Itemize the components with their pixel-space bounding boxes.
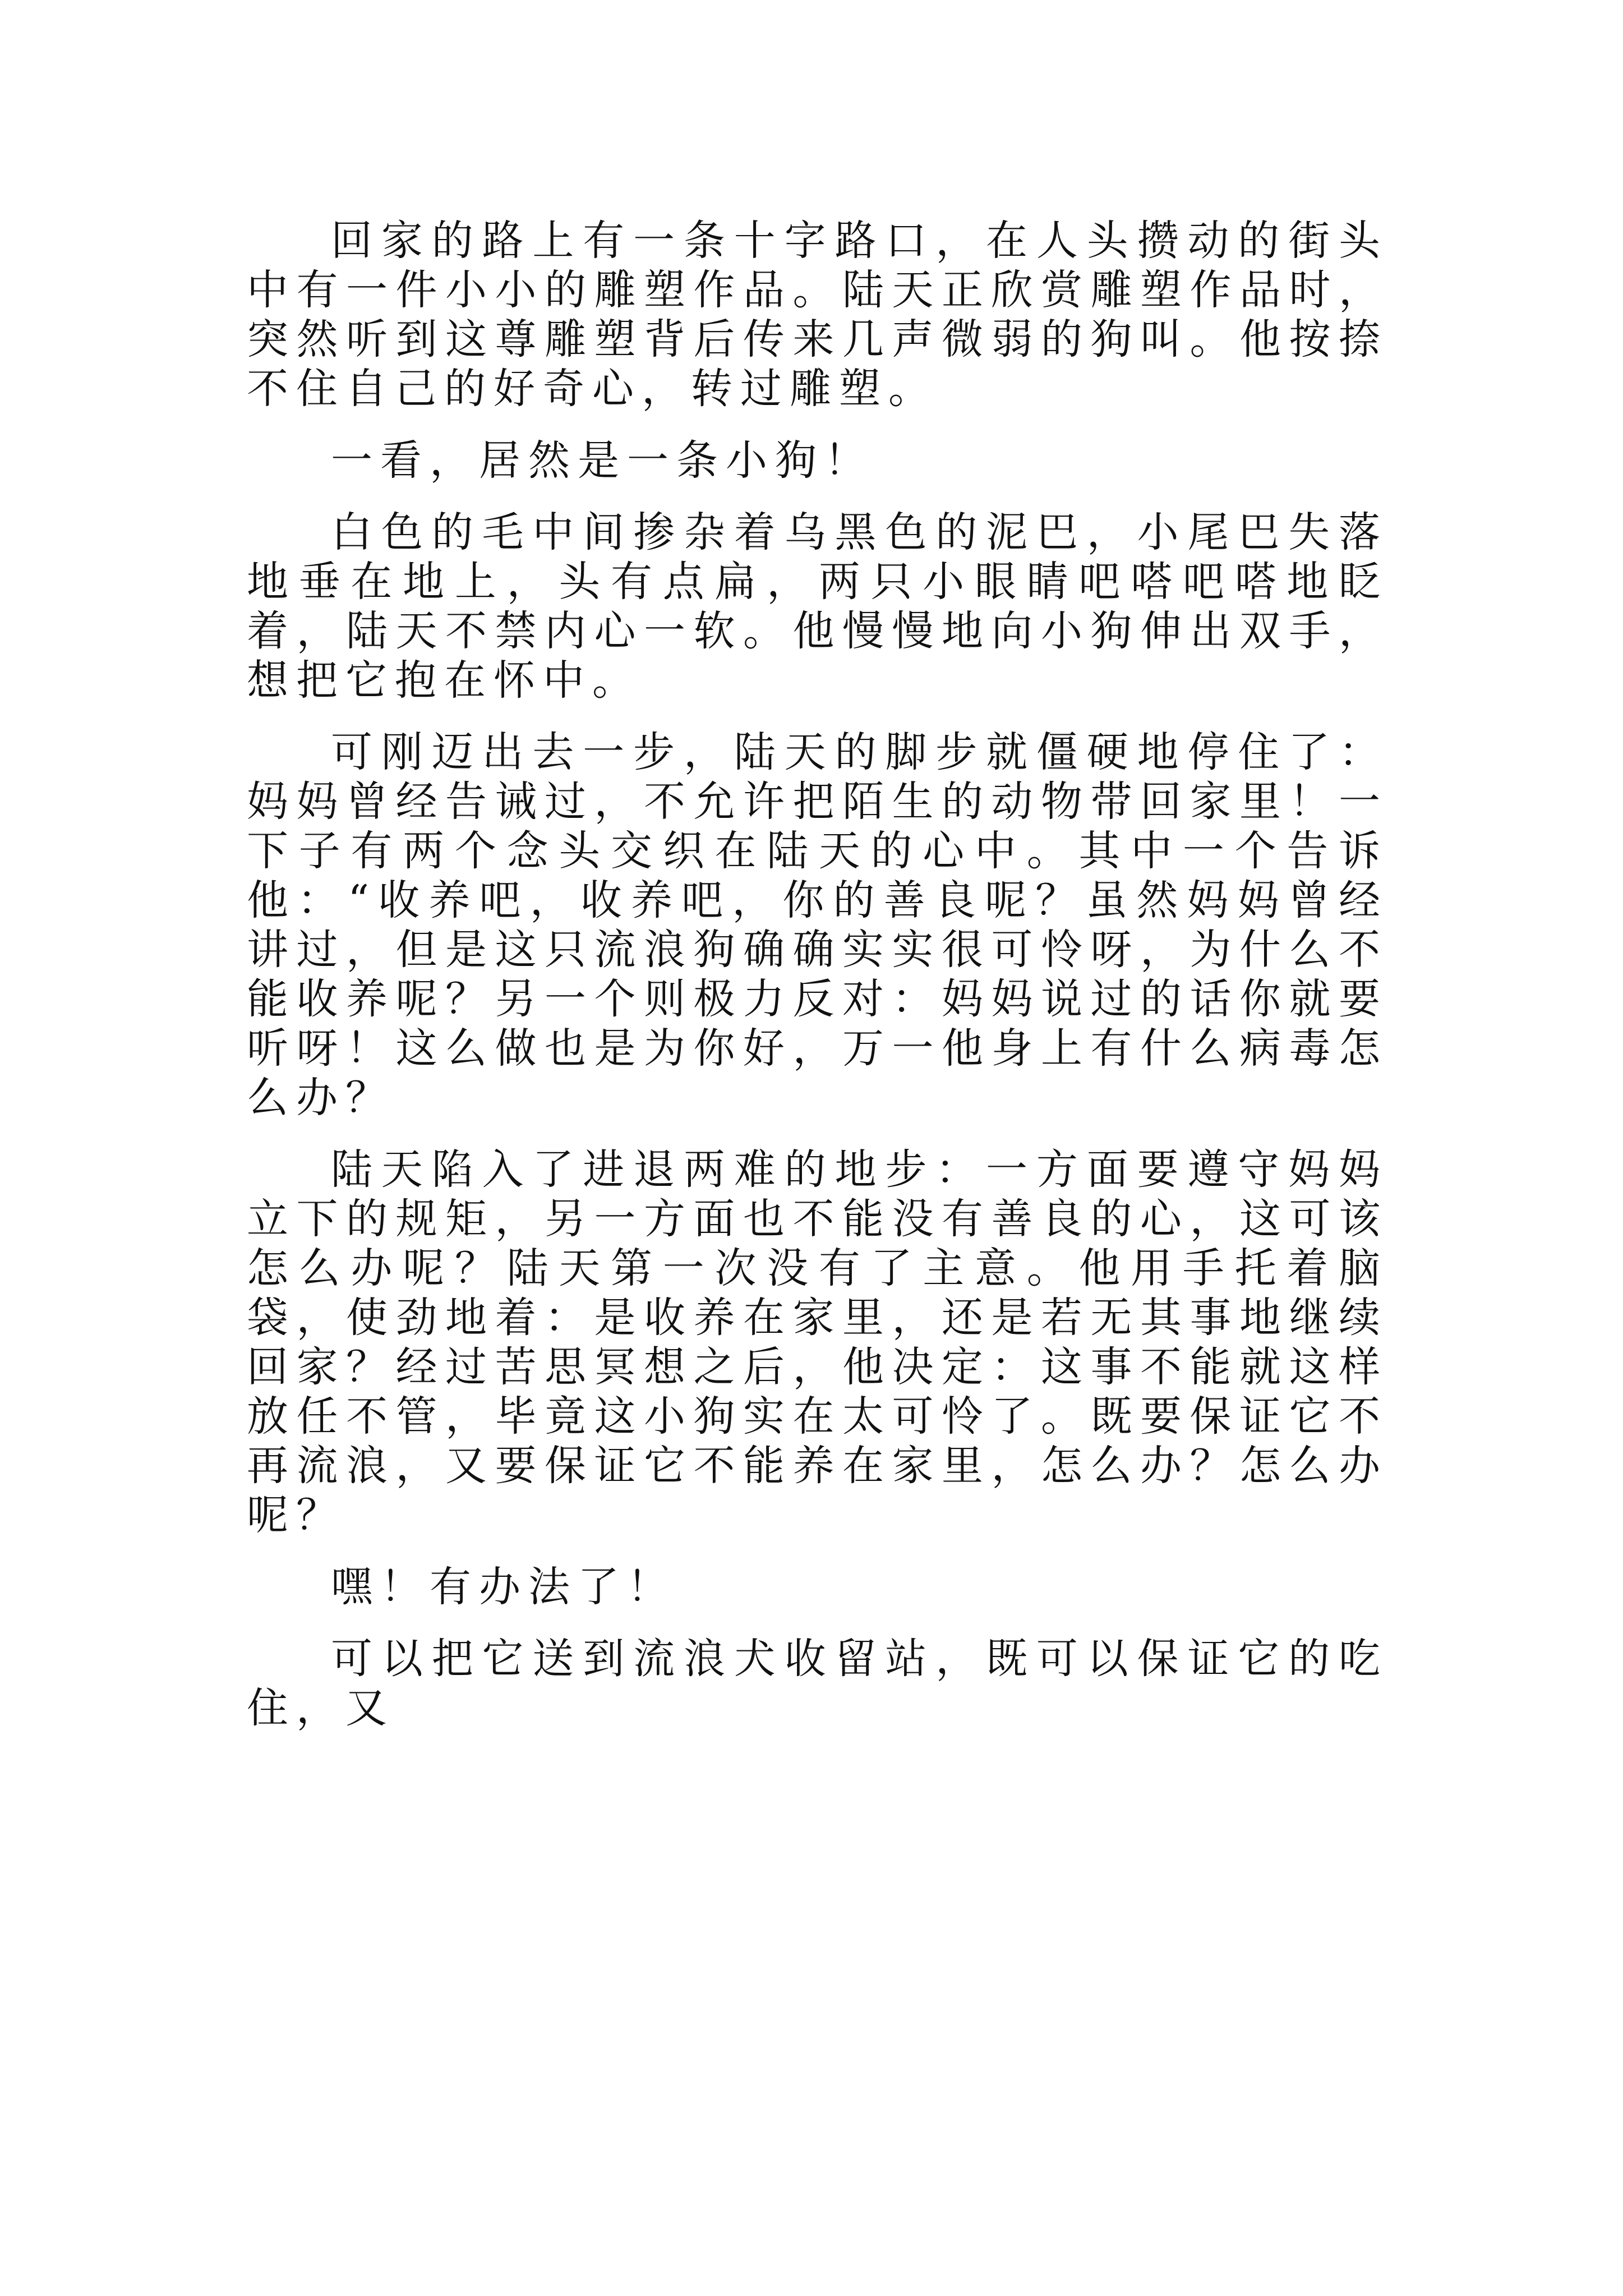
paragraph-7: 可以把它送到流浪犬收留站，既可以保证它的吃住，又 [247,1635,1388,1732]
paragraph-1: 回家的路上有一条十字路口，在人头攒动的街头中有一件小小的雕塑作品。陆天正欣赏雕塑作品时，突然听到这尊雕塑背后传来几声微弱的狗叫。他按捺不住自己的好奇心，转过雕塑。 [247,217,1388,413]
paragraph-2: 一看，居然是一条小狗！ [331,436,874,485]
paragraph-5: 陆天陷入了进退两难的地步：一方面要遵守妈妈立下的规矩，另一方面也不能没有善良的心，这可该怎么办呢？陆天第一次没有了主意。他用手托着脑袋，使劲地着：是收养在家里，还是若无其事地继续回家？经过苦思冥想之后，他决定：这事不能就这样放任不管，毕竟这小狗实在太可怜了。既要保证它不再流浪，又要保证它不能养在家里，怎么办？怎么办呢？ [247,1145,1388,1539]
paragraph-6: 嘿！有办法了！ [331,1563,676,1611]
paragraph-3: 白色的毛中间掺杂着乌黑色的泥巴，小尾巴失落地垂在地上，头有点扁，两只小眼睛吧嗒吧嗒地眨着，陆天不禁内心一软。他慢慢地向小狗伸出双手，想把它抱在怀中。 [247,508,1388,705]
paragraph-4: 可刚迈出去一步，陆天的脚步就僵硬地停住了：妈妈曾经告诫过，不允许把陌生的动物带回家里！一下子有两个念头交织在陆天的心中。其中一个告诉他：“收养吧，收养吧，你的善良呢？虽然妈妈曾经讲过，但是这只流浪狗确确实实很可怜呀，为什么不能收养呢？另一个则极力反对：妈妈说过的话你就要听呀！这么做也是为你好，万一他身上有什么病毒怎么办？ [247,728,1388,1122]
body-text [247,216,1388,1755]
